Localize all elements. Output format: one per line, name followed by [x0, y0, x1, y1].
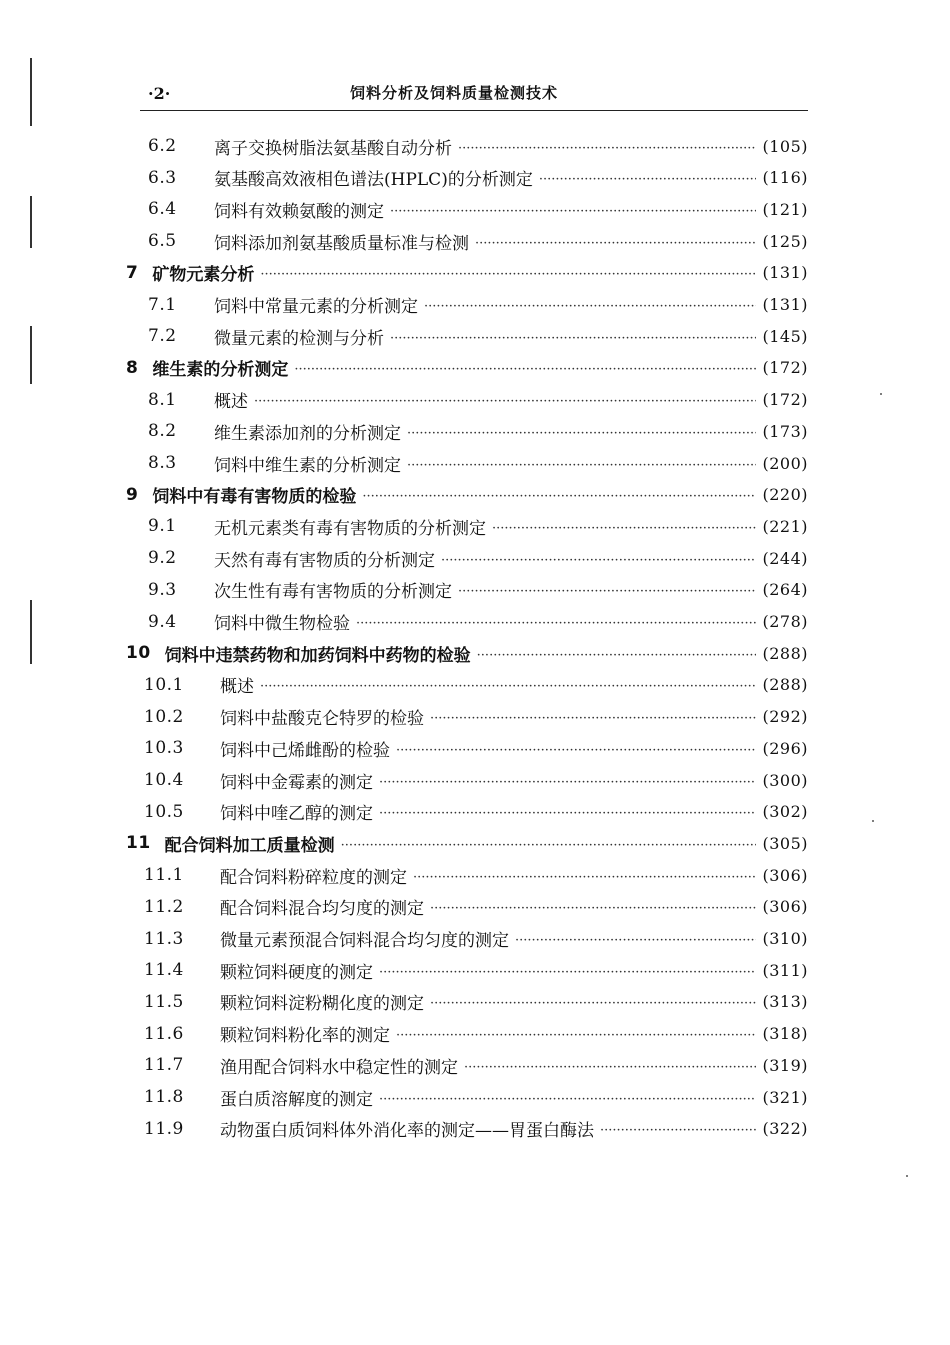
toc-dot-leader [539, 172, 757, 187]
toc-entry-title: 渔用配合饲料水中稳定性的测定 [220, 1057, 458, 1078]
toc-entry-page: (306) [762, 897, 808, 917]
toc-entry-page: (311) [762, 960, 808, 980]
toc-entry-title: 维生素的分析测定 [152, 360, 289, 381]
toc-entry-title: 离子交换树脂法氨基酸自动分析 [214, 138, 452, 159]
toc-entry [144, 893, 808, 921]
toc-entry [144, 766, 808, 794]
toc-dot-leader [430, 711, 756, 726]
toc-dot-leader [475, 236, 756, 251]
toc-dot-leader [413, 870, 756, 885]
toc-entry-page: (288) [762, 675, 808, 695]
toc-entry-title: 维生素添加剂的分析测定 [214, 423, 401, 444]
toc-dot-leader [260, 679, 756, 694]
toc-entry-page: (318) [762, 1024, 808, 1044]
toc-entry [126, 829, 808, 857]
scan-speck [872, 820, 874, 822]
toc-dot-leader [379, 775, 756, 790]
toc-entry [144, 988, 808, 1016]
toc-entry [148, 322, 808, 350]
toc-entry-number: 9.4 [148, 611, 177, 632]
toc-entry [148, 608, 808, 636]
toc-dot-leader [356, 616, 756, 631]
toc-entry-title: 颗粒饲料硬度的测定 [220, 962, 373, 983]
toc-entry-page: (121) [762, 199, 808, 219]
toc-entry [148, 227, 808, 255]
toc-entry-title: 概述 [214, 392, 248, 413]
toc-entry-page: (264) [762, 580, 808, 600]
toc-entry-number: 10.1 [144, 674, 184, 695]
toc-dot-leader [424, 299, 756, 314]
toc-entry-title: 配合饲料加工质量检测 [164, 835, 335, 856]
toc-entry [148, 132, 808, 160]
toc-entry-number: 9.3 [148, 579, 177, 600]
toc-entry [144, 1083, 808, 1111]
toc-entry-title: 颗粒饲料粉化率的测定 [220, 1026, 390, 1047]
toc-entry-page: (172) [762, 390, 808, 410]
toc-entry [144, 1020, 808, 1048]
toc-entry-title: 饲料中己烯雌酚的检验 [220, 740, 390, 761]
toc-entry-page: (313) [762, 992, 808, 1012]
toc-entry-page: (300) [762, 770, 808, 790]
toc-dot-leader [430, 901, 756, 916]
toc-entry-title: 无机元素类有毒有害物质的分析测定 [214, 518, 486, 539]
toc-entry-title: 微量元素预混合饲料混合均匀度的测定 [220, 931, 509, 951]
toc-entry-page: (244) [762, 548, 808, 568]
toc-entry-number: 11.2 [144, 896, 184, 917]
toc-entry [148, 512, 808, 540]
toc-entry-title: 天然有毒有害物质的分析测定 [214, 550, 435, 571]
toc-entry-title: 饲料中维生素的分析测定 [214, 455, 401, 476]
toc-dot-leader [390, 204, 756, 219]
scan-binding-mark [30, 326, 32, 384]
toc-dot-leader [600, 1123, 756, 1138]
toc-entry-number: 9 [126, 484, 139, 505]
toc-dot-leader [294, 362, 756, 377]
toc-entry-page: (125) [762, 231, 808, 251]
toc-dot-leader [396, 743, 756, 758]
toc-entry-number: 8.1 [148, 389, 177, 410]
toc-entry-number: 11.1 [144, 865, 184, 886]
toc-entry-number: 11.3 [144, 928, 184, 949]
toc-entry-page: (200) [762, 453, 808, 473]
scan-binding-mark [30, 58, 32, 126]
toc-dot-leader [464, 1060, 756, 1075]
toc-entry [148, 417, 808, 445]
toc-entry-number: 10.5 [144, 801, 184, 822]
toc-entry [144, 1115, 808, 1143]
scan-speck [880, 393, 882, 395]
toc-entry-number: 8 [126, 357, 139, 378]
toc-entry-title: 饲料中盐酸克仑特罗的检验 [220, 709, 424, 730]
toc-entry-title: 饲料中有毒有害物质的检验 [152, 487, 357, 508]
toc-entry-title: 氨基酸高效液相色谱法(HPLC)的分析测定 [214, 170, 533, 191]
toc-entry [144, 734, 808, 762]
toc-entry [126, 481, 808, 509]
toc-entry-page: (221) [762, 516, 808, 536]
scan-binding-mark [30, 600, 32, 664]
toc-entry [144, 703, 808, 731]
toc-dot-leader [458, 584, 756, 599]
toc-entry-number: 11.5 [144, 991, 184, 1012]
scan-speck [906, 1175, 908, 1177]
book-title: 饲料分析及饲料质量检测技术 [350, 84, 559, 102]
toc-entry [144, 956, 808, 984]
toc-entry-page: (116) [762, 168, 808, 188]
toc-entry-number: 9.2 [148, 548, 177, 569]
toc-dot-leader [458, 141, 756, 156]
toc-entry-number: 10.3 [144, 738, 184, 759]
toc-entry-page: (220) [762, 485, 808, 505]
toc-entry [148, 195, 808, 223]
toc-dot-leader [254, 394, 756, 409]
toc-entry-number: 6.2 [148, 136, 177, 156]
toc-entry [148, 576, 808, 604]
toc-entry-number: 6.3 [148, 167, 177, 188]
toc-entry-title: 饲料中金霉素的测定 [220, 772, 373, 793]
toc-entry [148, 291, 808, 319]
toc-dot-leader [390, 331, 756, 346]
toc-entry-title: 配合饲料粉碎粒度的测定 [220, 867, 407, 888]
toc-entry-title: 饲料添加剂氨基酸质量标准与检测 [214, 233, 469, 254]
toc-dot-leader [441, 553, 756, 568]
toc-entry-number: 11.9 [144, 1118, 184, 1139]
toc-entry-number: 7 [126, 262, 139, 283]
toc-entry [126, 639, 808, 667]
toc-entry-page: (310) [762, 929, 808, 948]
page-number: ·2· [148, 84, 171, 103]
toc-entry-number: 9.1 [148, 516, 177, 537]
toc-entry-page: (288) [762, 643, 808, 663]
toc-entry-page: (292) [762, 707, 808, 727]
toc-entry-number: 6.4 [148, 199, 177, 220]
toc-dot-leader [407, 426, 756, 441]
toc-dot-leader [396, 1028, 756, 1043]
toc-dot-leader [379, 1092, 756, 1107]
toc-entry-number: 6.5 [148, 231, 177, 252]
toc-dot-leader [379, 806, 756, 821]
toc-entry-page: (278) [762, 612, 808, 631]
toc-entry-title: 饲料中喹乙醇的测定 [220, 804, 373, 825]
toc-entry-title: 饲料有效赖氨酸的测定 [214, 201, 384, 222]
toc-entry-title: 动物蛋白质饲料体外消化率的测定——胃蛋白酶法 [220, 1121, 594, 1142]
toc-entry-number: 11.7 [144, 1055, 184, 1076]
toc-dot-leader [362, 489, 756, 504]
toc-entry-page: (131) [762, 295, 808, 314]
toc-entry-page: (173) [762, 421, 808, 441]
toc-entry-page: (296) [762, 738, 808, 758]
toc-entry-page: (305) [762, 833, 808, 853]
toc-entry-title: 次生性有毒有害物质的分析测定 [214, 582, 452, 603]
toc-entry-number: 10.4 [144, 770, 184, 790]
toc-entry-page: (319) [762, 1055, 808, 1075]
toc-entry-title: 饲料中常量元素的分析测定 [214, 297, 418, 317]
toc-entry-number: 7.1 [148, 294, 177, 315]
toc-dot-leader [492, 521, 756, 536]
toc-dot-leader [515, 933, 756, 948]
toc-entry [144, 671, 808, 699]
toc-entry [144, 925, 808, 953]
page-header [140, 80, 808, 111]
toc-entry-title: 蛋白质溶解度的测定 [220, 1089, 373, 1110]
toc-entry-number: 10 [126, 643, 151, 664]
toc-entry-page: (131) [762, 263, 808, 283]
toc-dot-leader [477, 648, 757, 663]
toc-entry [126, 354, 808, 382]
scan-binding-mark [30, 196, 32, 248]
toc-entry [148, 386, 808, 414]
toc-entry-title: 矿物元素分析 [152, 265, 255, 286]
toc-entry-page: (321) [762, 1087, 808, 1107]
toc-entry-title: 配合饲料混合均匀度的测定 [220, 899, 424, 920]
toc-entry [144, 1051, 808, 1079]
toc-entry [144, 798, 808, 826]
toc-entry-page: (306) [762, 865, 808, 885]
toc-entry [144, 861, 808, 889]
toc-dot-leader [430, 996, 756, 1011]
toc-entry [148, 164, 808, 192]
toc-entry-title: 颗粒饲料淀粉糊化度的测定 [220, 994, 424, 1015]
toc-dot-leader [341, 838, 757, 853]
toc-entry-title: 饲料中微生物检验 [214, 614, 350, 634]
toc-entry-page: (172) [762, 358, 808, 378]
toc-entry-number: 10.2 [144, 706, 184, 727]
toc-entry-number: 8.3 [148, 453, 177, 473]
toc-entry-title: 概述 [220, 677, 254, 698]
toc-entry-title: 微量元素的检测与分析 [214, 328, 384, 349]
toc-entry-page: (322) [762, 1119, 808, 1139]
toc-entry-number: 11.6 [144, 1023, 184, 1044]
toc-entry [126, 259, 808, 287]
toc-entry-number: 7.2 [148, 326, 177, 347]
toc-entry [148, 449, 808, 477]
toc-entry-number: 11.4 [144, 960, 184, 981]
toc-entry-number: 11.8 [144, 1087, 184, 1107]
toc-entry-page: (105) [762, 136, 808, 156]
toc-entry-page: (302) [762, 802, 808, 822]
toc-entry-number: 8.2 [148, 421, 177, 442]
toc-entry-title: 饲料中违禁药物和加药饲料中药物的检验 [164, 645, 471, 666]
toc-entry [148, 544, 808, 572]
toc-dot-leader [379, 965, 756, 980]
toc-entry-number: 11 [126, 833, 151, 854]
toc-entry-page: (145) [762, 326, 808, 346]
toc-dot-leader [407, 458, 756, 473]
toc-dot-leader [260, 267, 756, 282]
